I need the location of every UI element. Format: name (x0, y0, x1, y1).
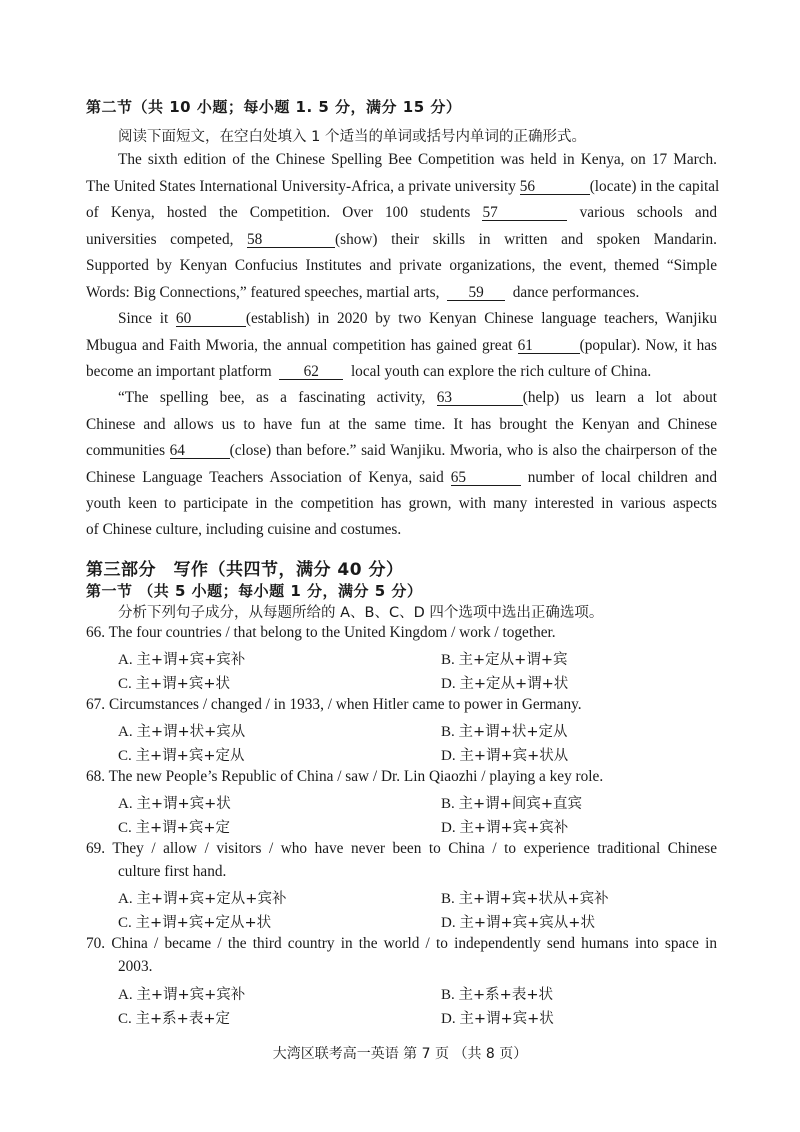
blank-63: 63 (437, 390, 523, 406)
passage-line: of Chinese culture, including cuisine and costumes. (86, 521, 402, 538)
section2-instruction: 阅读下面短文，在空白处填入 1 个适当的单词或括号内单词的正确形式。 (118, 129, 586, 145)
option-b: B. 主+谓+宾+状从+宾补 (441, 891, 609, 907)
option-d: D. 主+谓+宾+宾从+状 (441, 915, 595, 931)
question-69-cont: culture first hand. (118, 863, 227, 880)
option-c: C. 主+谓+宾+定 (118, 820, 230, 836)
blank-61: 61 (518, 338, 580, 354)
option-c: C. 主+谓+宾+定从+状 (118, 915, 272, 931)
option-b: B. 主+谓+间宾+直宾 (441, 796, 582, 812)
option-a: A. 主+谓+状+宾从 (118, 724, 246, 740)
part3-subheading: 第一节 （共 5 小题；每小题 1 分，满分 5 分） (86, 582, 423, 600)
option-a: A. 主+谓+宾+定从+宾补 (118, 891, 287, 907)
passage-line: of Kenya, hosted the Competition. Over 100 students 57 various schools and (86, 204, 717, 221)
option-a: A. 主+谓+宾+宾补 (118, 652, 246, 668)
passage-line: communities 64 (close) than before.” said Wanjiku. Mworia, who is also the chairperson of the (86, 442, 718, 459)
passage-line: Supported by Kenyan Confucius Institutes and private organizations, the event, themed “Simple (86, 257, 717, 274)
option-d: D. 主+谓+宾+状从 (441, 748, 569, 764)
passage-line: “The spelling bee, as a fascinating activity, 63 (help) us learn a lot about (118, 389, 718, 406)
option-b: B. 主+谓+状+定从 (441, 724, 568, 740)
passage-line: Words: Big Connections,” featured speeches, martial arts, 59 dance performances. (86, 284, 640, 301)
blank-56: 56 (520, 179, 590, 195)
part3-instruction: 分析下列句子成分，从每题所给的 A、B、C、D 四个选项中选出正确选项。 (118, 605, 604, 621)
option-a: A. 主+谓+宾+状 (118, 796, 231, 812)
question-67: 67. Circumstances / changed / in 1933, / when Hitler came to power in Germany. (86, 696, 582, 713)
passage-line: Chinese Language Teachers Association of Kenya, said 65 number of local children and (86, 469, 717, 486)
blank-64: 64 (170, 443, 230, 459)
option-d: D. 主+谓+宾+状 (441, 1011, 554, 1027)
option-b: B. 主+定从+谓+宾 (441, 652, 568, 668)
passage-line: The United States International University-Africa, a private university 56 (locate) in the capital (86, 178, 720, 195)
question-66: 66. The four countries / that belong to the United Kingdom / work / together. (86, 624, 556, 641)
option-d: D. 主+定从+谓+状 (441, 676, 569, 692)
option-b: B. 主+系+表+状 (441, 987, 553, 1003)
option-c: C. 主+谓+宾+状 (118, 676, 230, 692)
question-70-cont: 2003. (118, 958, 153, 975)
passage-line: Chinese and allows us to have fun at the same time. It has brought the Kenyan and Chinese (86, 416, 717, 433)
blank-59: 59 (447, 285, 505, 301)
blank-58: 58 (247, 232, 335, 248)
section2-heading: 第二节（共 10 小题；每小题 1. 5 分，满分 15 分） (86, 98, 462, 116)
option-c: C. 主+系+表+定 (118, 1011, 230, 1027)
blank-62: 62 (279, 364, 343, 380)
passage-line: Mbugua and Faith Mworia, the annual competition has gained great 61 (popular). Now, it has (86, 337, 717, 354)
passage-line: become an important platform 62 local youth can explore the rich culture of China. (86, 363, 652, 380)
passage-line: Since it 60 (establish) in 2020 by two Kenyan Chinese language teachers, Wanjiku (118, 310, 717, 327)
blank-65: 65 (451, 470, 521, 486)
passage-line: youth keen to participate in the competition has grown, with many interested in various aspects (86, 495, 717, 512)
option-c: C. 主+谓+宾+定从 (118, 748, 245, 764)
part3-heading: 第三部分 写作（共四节，满分 40 分） (86, 560, 404, 580)
blank-57: 57 (482, 205, 567, 221)
blank-60: 60 (176, 311, 246, 327)
passage-line: universities competed, 58 (show) their skills in written and spoken Mandarin. (86, 231, 717, 248)
option-d: D. 主+谓+宾+宾补 (441, 820, 569, 836)
question-68: 68. The new People’s Republic of China / saw / Dr. Lin Qiaozhi / playing a key role. (86, 768, 604, 785)
page-footer: 大湾区联考高一英语 第 7 页 （共 8 页） (272, 1046, 528, 1062)
question-69: 69. They / allow / visitors / who have never been to China / to experience traditional Chinese (86, 840, 717, 857)
question-70: 70. China / became / the third country in the world / to independently send humans into space in (86, 935, 717, 952)
option-a: A. 主+谓+宾+宾补 (118, 987, 246, 1003)
passage-line: The sixth edition of the Chinese Spelling Bee Competition was held in Kenya, on 17 March. (118, 151, 717, 168)
